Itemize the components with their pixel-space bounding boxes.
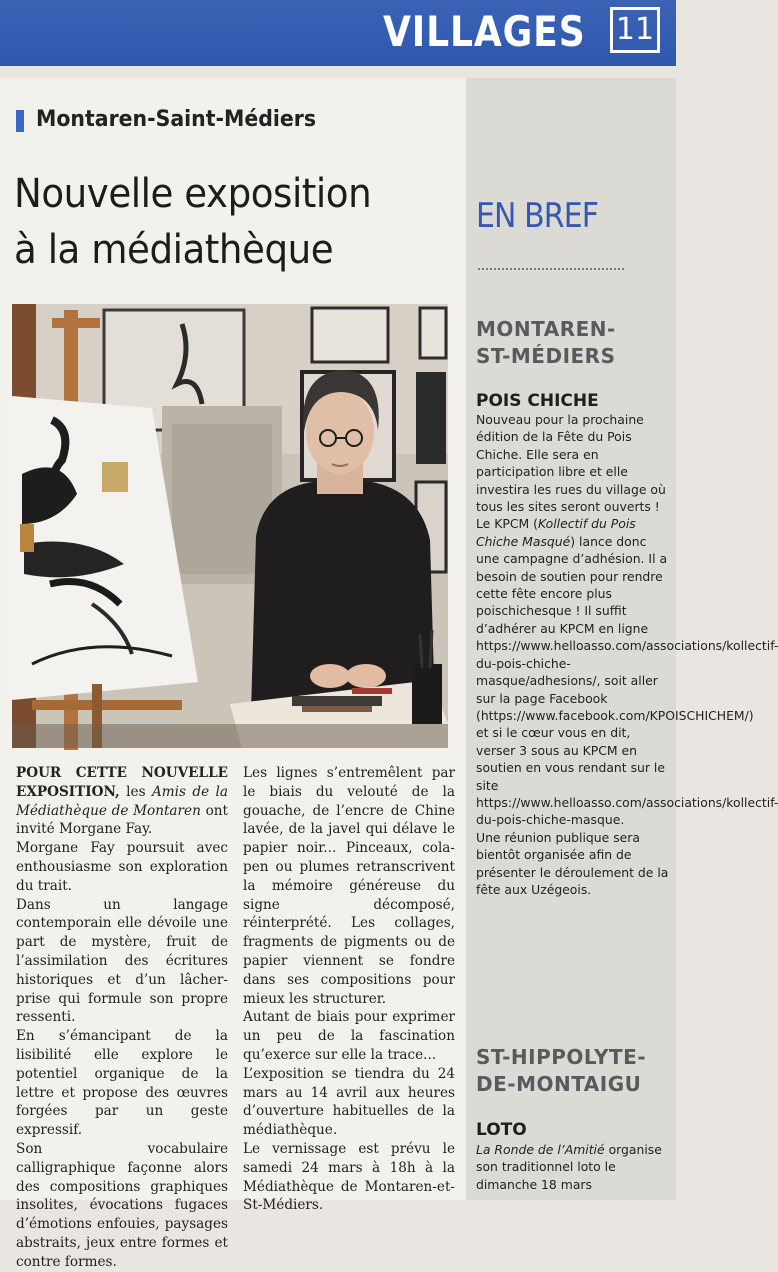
lead-organizer: Amis de la Médiathèque de Montaren [16,783,228,819]
brief-paragraph: Une réunion publique sera bientôt organisée afin de présenter le déroulement de la fête aux Uzégeois. [476,829,669,897]
paragraph: Dans un langage contemporain elle dévoile une part de mystère, fruit de l’assimilation des écritures historiques et d’un lâcher-prise qui formule son propre ressenti. [16,896,228,1026]
brief-paragraph [476,1141,672,1193]
brief-text: Le KPCM ( [476,516,538,532]
brief-text: organise son traditionnel loto le dimanche 18 mars [476,1142,662,1192]
brief-collective-name: Kollectif du Pois Chiche Masqué [476,516,636,549]
brief-body-pois-chiche [476,411,778,898]
brief-title-pois-chiche: POIS CHICHE [476,391,599,411]
paragraph: En s’émancipant de la lisibilité elle explore le potentiel organique de la lettre et propose des œuvres forgées par un geste expressif. [16,1028,228,1139]
brief-text: ) lance donc une campagne d’adhésion. Il a besoin de soutien pour rendre cette fête encore plus poischichesque ! Il suffit d’adhérer au KPCM en ligne https://www.helloasso.com/associations/kollectif-du-pois-chiche-masque/adhesions/, soit aller sur la page Facebook (https://www.facebook.com/KPOISCHICHEM/) et si le cœur vous en dit, verser 3 sous au KPCM en soutien en vous rendant sur le site https://www.helloasso.com/associations/kollectif-du-pois-chiche-masque. [476,533,778,828]
section-header [0,0,676,66]
paragraph: Autant de biais pour exprimer un peu de la fascination qu’exerce sur elle la trace... [243,1009,455,1063]
news-brief-sidebar [466,78,778,1200]
headline-line-1: Nouvelle exposition [14,171,372,217]
main-article [0,78,466,1270]
photo-illustration [12,304,448,748]
sidebar-title: EN BREF [476,196,599,236]
article-column-2 [243,764,455,1215]
article-column-1 [16,764,228,1272]
brief-paragraph: Nouveau pour la prochaine édition de la Fête du Pois Chiche. Elle sera en participation libre et elle investira les rues du village où tous les sites seront ouverts ! [476,412,666,515]
paragraph: Son vocabulaire calligraphique façonne alors des compositions graphiques insolites, évocations fugaces d’émotions enfouies, paysages abstraits, jeux entre formes et contre formes. [16,1140,228,1270]
brief-title-loto: LOTO [476,1120,527,1140]
town-heading-line: ST-HIPPOLYTE- [476,1045,647,1069]
paragraph: L’exposition se tiendra du 24 mars au 14 avril aux heures d’ouverture habituelles de la médiathèque. [243,1065,455,1139]
town-heading-line: ST-MÉDIERS [476,344,616,368]
section-title: VILLAGES [383,7,586,56]
lead-text-2: ont invité Morgane Fay. [16,802,228,838]
brief-paragraph [476,515,778,828]
page-number: 11 [610,7,660,53]
lead-caps: POUR CETTE NOUVELLE EXPOSITION, [16,765,228,800]
paragraph: Morgane Fay poursuit avec enthousiasme son exploration du trait. [16,840,228,894]
article-headline [14,166,423,278]
headline-line-2: à la médiathèque [14,227,334,273]
town-heading-montaren [476,316,616,370]
brief-association-name: La Ronde de l’Amitié [476,1142,605,1157]
town-heading-line: MONTAREN- [476,317,616,341]
article-kicker: Montaren-Saint-Médiers [36,107,317,132]
brief-body-loto [476,1141,672,1193]
town-heading-line: DE-MONTAIGU [476,1072,642,1096]
kicker-marker [16,110,24,132]
town-heading-st-hippolyte [476,1044,646,1098]
paragraph: Le vernissage est prévu le samedi 24 mars à 18h à la Médiathèque de Montaren-et-St-Médiers. [243,1140,455,1214]
lead-paragraph [16,764,228,839]
lead-text-1: les [119,783,152,800]
paragraph: Les lignes s’entremêlent par le biais du velouté de la gouache, de l’encre de Chine lavée, de la javel qui délave le papier noir... Pinceaux, cola-pen ou plumes retranscrivent la mémoire généreuse du signe décomposé, réinterprété. Les collages, fragments de pigments ou de papier viennent se fondre dans ses compositions pour mieux les structurer. [243,765,455,1007]
divider [478,268,624,270]
article-photo [12,304,448,748]
